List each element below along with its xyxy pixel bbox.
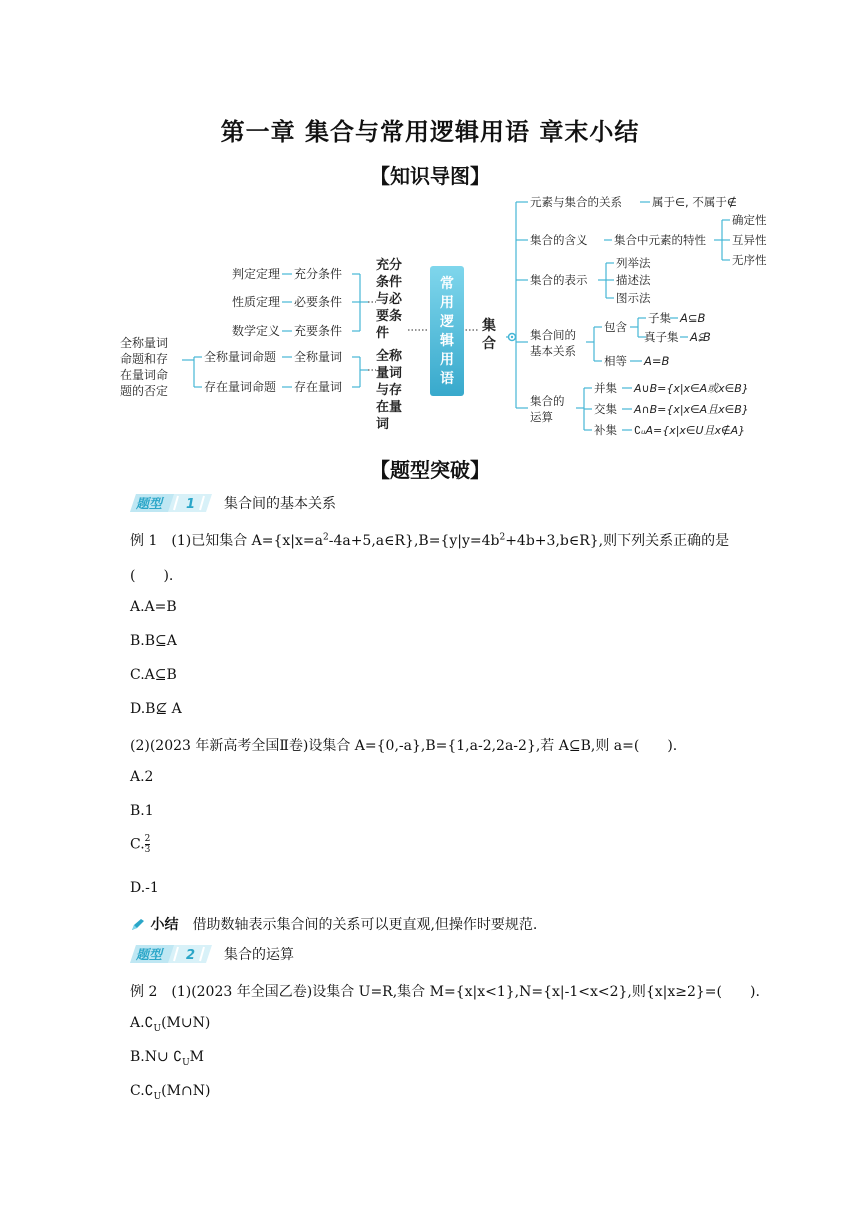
mm-r1-detail: 属于∈, 不属于∉: [652, 195, 737, 209]
type-badge-label: 题型: [136, 497, 163, 512]
option-c-3: $C.∁_U(M\cap N)$: [130, 1083, 211, 1102]
example-1-part-2: (2)(2023 年新高考全国Ⅱ卷)设集合 A={0,-a},B={1,a-2,2a-2},若 A⊆B,则 a=( ).: [130, 738, 678, 754]
mm-left-root-line: 全称量词: [120, 336, 169, 350]
example-1-paren: ( ).: [130, 568, 174, 584]
mm-r1-label: 元素与集合的关系: [530, 195, 622, 209]
option-c-2: C. $\frac{2}{3}$: [130, 834, 151, 855]
option-b-2: B.1: [130, 803, 154, 819]
mm-r4-proper-formula: A⫋B: [690, 330, 711, 344]
mm-r3-label: 集合的表示: [530, 273, 588, 287]
pencil-icon: [130, 918, 146, 932]
mm-quant-name: 全称量词: [294, 350, 343, 364]
mm-r4-label-line: 集合间的: [530, 328, 576, 342]
mm-quant-prop: 全称量词命题: [204, 350, 277, 364]
option-a-2: A.2: [130, 769, 154, 785]
mm-r3-item: 描述法: [616, 273, 651, 287]
example-2-part-1: 例 2 (1)(2023 年全国乙卷)设集合 U=R,集合 M={x|x<1},N={x|-1<x<2},则{x|x≥2}=( ).: [130, 984, 760, 1000]
mm-cond-group-line: 要条: [376, 309, 403, 324]
mm-cond-theorem: 性质定理: [232, 295, 281, 309]
mm-right-root-char: 合: [482, 336, 496, 352]
mm-r4-sub-formula: A⊆B: [680, 311, 706, 325]
mm-r5-union-formula: A∪B={x|x∈A或x∈B}: [634, 382, 749, 395]
mm-r4-sub: 子集: [648, 311, 671, 325]
mm-r5-comp: 补集: [594, 423, 617, 437]
type-badge-number: 2: [186, 948, 196, 963]
mm-r4-equal: 相等: [604, 354, 627, 368]
section-heading-question-types: 【题型突破】: [370, 458, 490, 482]
section-heading-knowledge-map: 【知识导图】: [370, 164, 490, 188]
mm-quant-group-line: 在量: [376, 400, 403, 415]
option-c: C.A⊆B: [130, 667, 177, 683]
mm-quant-name: 存在量词: [294, 380, 343, 394]
option-a-3: $A.∁_U(M\cup N)$: [130, 1015, 211, 1034]
mm-left-root-line: 在量词命: [120, 368, 169, 382]
mm-center-char: 用: [440, 295, 454, 311]
mm-r2-item: 无序性: [732, 253, 767, 267]
option-a: A.A=B: [130, 599, 177, 615]
mm-quant-group-line: 全称: [376, 349, 403, 364]
mm-r5-inter: 交集: [594, 402, 617, 416]
mm-center-char: 语: [440, 371, 454, 387]
mm-center-char: 用: [440, 352, 454, 368]
type-badge-label: 题型: [136, 948, 163, 963]
mm-r2-label: 集合的含义: [530, 233, 588, 247]
mm-r2-item: 互异性: [732, 233, 767, 247]
mm-left-root-line: 命题和存: [120, 352, 169, 366]
summary-text: 借助数轴表示集合间的关系可以更直观,但操作时要规范.: [192, 917, 538, 933]
option-d: D.B⊈ A: [130, 701, 182, 717]
mm-center-char: 辑: [440, 333, 454, 349]
summary: [130, 914, 537, 934]
mm-cond-name: 充要条件: [294, 324, 343, 338]
mm-left-root-line: 题的否定: [120, 384, 169, 398]
mm-cond-name: 充分条件: [294, 267, 343, 281]
mm-quant-group-line: 词: [376, 417, 390, 432]
type-badge-icon: [130, 945, 212, 963]
type-title: 集合的运算: [224, 947, 294, 963]
summary-label: 小结: [150, 917, 179, 933]
mm-center-char: 逻: [440, 314, 454, 330]
fraction: $\frac{2}{3}$: [144, 834, 151, 855]
mm-r4-label-line: 基本关系: [530, 344, 576, 358]
mm-cond-theorem: 判定定理: [232, 267, 281, 281]
mm-cond-group-line: 充分: [376, 258, 403, 273]
example-1-part-1: 例 1 (1)已知集合 $A=\{x|x=a^2-4a+5,a\in R\},B=\{y|y=4b^2+4b+3,b\in R\}$,则下列关系正确的是: [130, 532, 730, 549]
mm-cond-group-line: 条件: [376, 275, 403, 290]
mm-r4-equal-formula: A=B: [644, 354, 670, 368]
mm-cond-group-line: 件: [376, 326, 390, 341]
type-badge-icon: [130, 494, 212, 512]
mm-cond-name: 必要条件: [294, 295, 343, 309]
mm-r5-label-line: 运算: [530, 410, 553, 424]
mm-cond-group-line: 与必: [376, 292, 403, 307]
mm-r5-label-line: 集合的: [530, 394, 565, 408]
knowledge-mind-map: [120, 190, 780, 440]
mm-quant-group-line: 与存: [376, 383, 403, 398]
page-title: 第一章 集合与常用逻辑用语 章末小结: [220, 118, 640, 146]
mm-r2-mid: 集合中元素的特性: [614, 233, 706, 247]
type-badge-number: 1: [186, 497, 196, 512]
mm-right-root-char: 集: [482, 318, 496, 334]
mm-center-char: 常: [440, 276, 454, 292]
mm-r3-item: 图示法: [616, 291, 651, 305]
mm-quant-group-line: 量词: [376, 366, 403, 381]
type-tag-1: [130, 492, 336, 514]
mm-r4-contain: 包含: [604, 320, 627, 334]
option-b: B.B⊆A: [130, 633, 177, 649]
mm-quant-prop: 存在量词命题: [204, 380, 277, 394]
mm-cond-theorem: 数学定义: [232, 324, 281, 338]
mm-r5-union: 并集: [594, 381, 617, 395]
mm-r5-comp-formula: ∁ᵤA={x|x∈U且x∉A}: [634, 424, 746, 437]
mm-r4-proper: 真子集: [644, 330, 679, 344]
mm-r5-inter-formula: A∩B={x|x∈A且x∈B}: [634, 403, 749, 416]
option-b-3: B.N∪ $∁_UM$: [130, 1049, 205, 1068]
mm-r2-item: 确定性: [732, 213, 767, 227]
type-title: 集合间的基本关系: [224, 496, 336, 512]
type-tag-2: [130, 943, 294, 965]
mm-r3-item: 列举法: [616, 256, 651, 270]
option-d-2: D.-1: [130, 880, 159, 896]
